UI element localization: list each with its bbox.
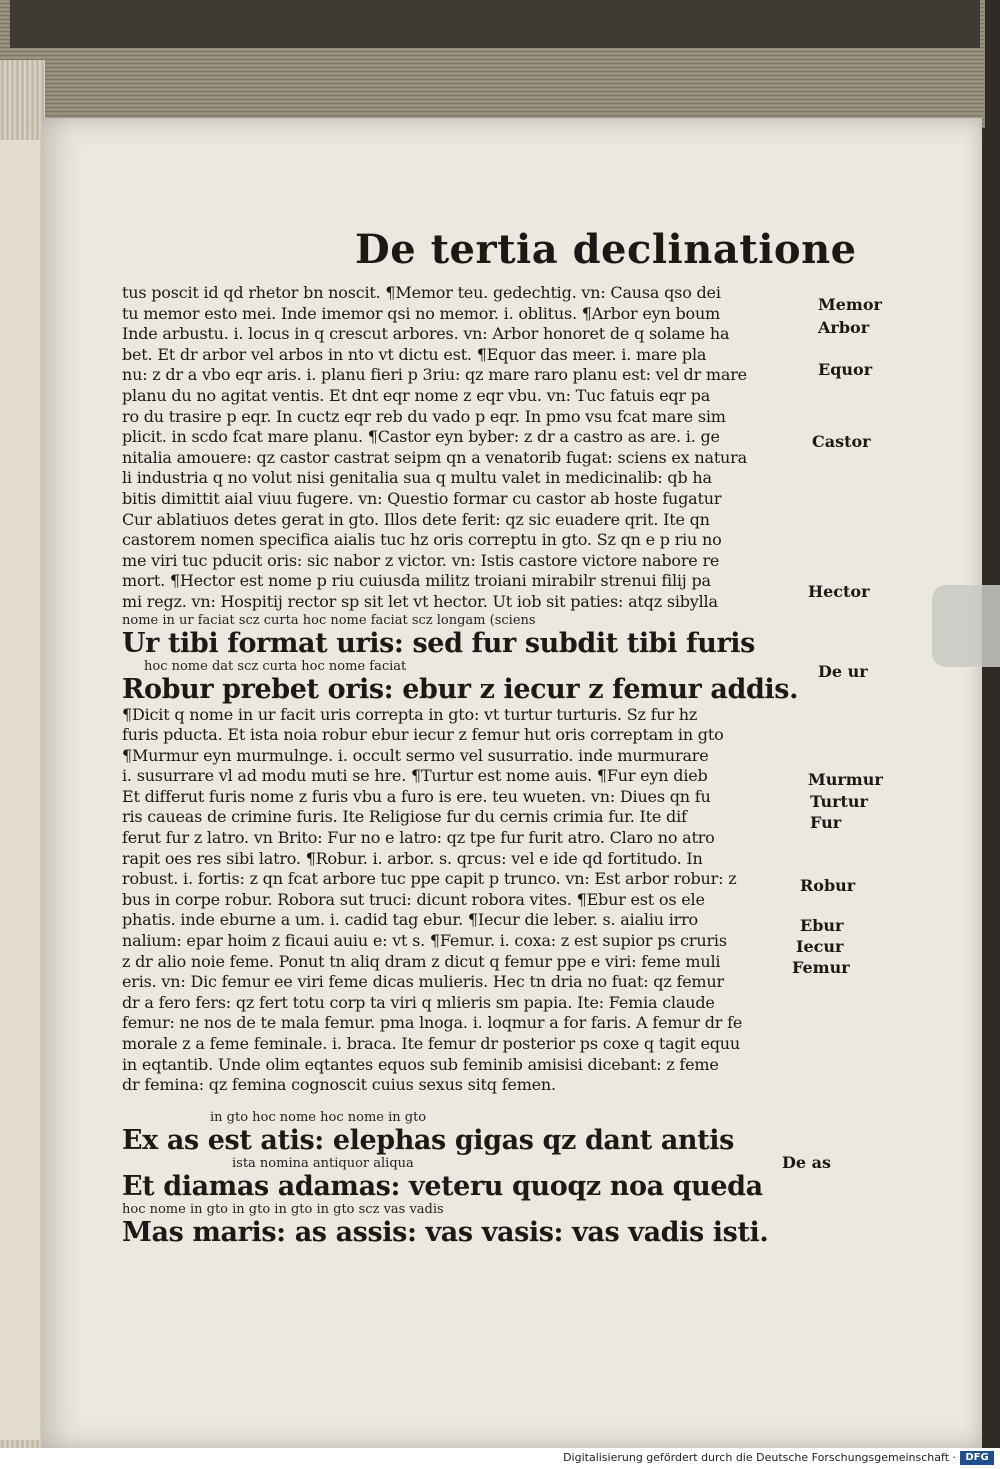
verse-line: Ex as est atis: elephas gigas qz dant antis <box>122 1124 734 1156</box>
left-page <box>0 140 40 1440</box>
text-line: nu: z dr a vbo eqr aris. i. planu fieri p 3riu: qz mare raro planu est: vel dr mare <box>122 365 747 385</box>
text-line: nitalia amouere: qz castor castrat seipm qn a venatorib fugat: sciens ex natura <box>122 447 747 467</box>
page-clip <box>932 585 1000 667</box>
text-line: Inde arbustu. i. locus in q crescut arbores. vn: Arbor honoret de q solame ha <box>122 324 730 344</box>
text-line: i. susurrare vl ad modu muti se hre. ¶Turtur est nome auis. ¶Fur eyn dieb <box>122 766 708 786</box>
text-line: furis pducta. Et ista noia robur ebur iecur z femur hut oris correptam in gto <box>122 725 724 745</box>
text-line: li industria q no volut nisi genitalia sua q multu valet in medicinalib: qb ha <box>122 468 712 488</box>
text-line: dr femina: qz femina cognoscit cuius sexus sitq femen. <box>122 1075 556 1095</box>
text-line: me viri tuc pducit oris: sic nabor z victor. vn: Istis castore victore nabore re <box>122 550 720 570</box>
text-line: robust. i. fortis: z qn fcat arbore tuc ppe capit p trunco. vn: Est arbor robur: z <box>122 869 737 889</box>
page-body <box>122 283 802 1248</box>
gloss-line: in gto hoc nome hoc nome in gto <box>210 1109 427 1125</box>
text-line: phatis. inde eburne a um. i. cadid tag ebur. ¶Iecur die leber. s. aialiu irro <box>122 910 698 930</box>
commentary-block-1 <box>122 283 802 613</box>
text-line: in eqtantib. Unde olim eqtantes equos sub feminib amisisi dicebant: z feme <box>122 1054 719 1074</box>
text-line: bet. Et dr arbor vel arbos in nto vt dictu est. ¶Equor das meer. i. mare pla <box>122 344 707 364</box>
text-line: plicit. in scdo fcat mare planu. ¶Castor eyn byber: z dr a castro as are. i. ge <box>122 427 720 447</box>
margin-note-de-ur: De ur <box>818 662 868 681</box>
text-line: dr a fero fers: qz fert totu corp ta viri q mlieris sm papia. Ite: Femia claude <box>122 992 715 1012</box>
margin-note-castor: Castor <box>812 432 871 451</box>
text-line: mi regz. vn: Hospitij rector sp sit let vt hector. Ut iob sit paties: atqz sibylla <box>122 591 718 611</box>
gloss-line: hoc nome in gto in gto in gto in gto scz vas vadis <box>122 1201 444 1217</box>
margin-note-ebur: Ebur <box>800 916 844 935</box>
text-line: tu memor esto mei. Inde imemor qsi no memor. i. oblitus. ¶Arbor eyn boum <box>122 303 721 323</box>
text-line: ¶Murmur eyn murmulnge. i. occult sermo vel susurratio. inde murmurare <box>122 745 709 765</box>
text-line: Cur ablatiuos detes gerat in gto. Illos dete ferit: qz sic euadere qrit. Ite qn <box>122 509 710 529</box>
verse-line: Ur tibi format uris: sed fur subdit tibi furis <box>122 627 755 659</box>
text-line: Et differut furis nome z furis vbu a furo is ere. teu wueten. vn: Diues qn fu <box>122 786 711 806</box>
spacer <box>122 1096 802 1110</box>
text-line: mort. ¶Hector est nome p riu cuiusda militz troiani mirabilr strenui filij pa <box>122 571 711 591</box>
text-line: z dr alio noie feme. Ponut tn aliq dram z dicut q femur ppe e viri: feme muli <box>122 951 721 971</box>
margin-note-femur: Femur <box>792 958 850 977</box>
page-heading: De tertia declinatione <box>355 226 857 273</box>
text-line: planu du no agitat ventis. Et dnt eqr nome z eqr vbu. vn: Tuc fatuis eqr pa <box>122 385 711 405</box>
margin-note-de-as: De as <box>782 1153 831 1172</box>
text-line: rapit oes res sibi latro. ¶Robur. i. arbor. s. qrcus: vel e ide qd fortitudo. In <box>122 848 703 868</box>
text-line: castorem nomen specifica aialis tuc hz oris correptu in gto. Sz qn e p riu no <box>122 530 722 550</box>
margin-note-memor: Memor <box>818 295 882 314</box>
margin-note-hector: Hector <box>808 582 870 601</box>
margin-note-iecur: Iecur <box>796 937 844 956</box>
dfg-logo: DFG <box>960 1451 994 1465</box>
text-line: morale z a feme feminale. i. braca. Ite femur dr posterior ps coxe q tagit equu <box>122 1034 740 1053</box>
text-line: femur: ne nos de te mala femur. pma lnoga. i. loqmur a for faris. A femur dr fe <box>122 1013 743 1033</box>
margin-note-turtur: Turtur <box>810 792 868 811</box>
margin-note-fur: Fur <box>810 813 842 832</box>
commentary-block-2 <box>122 705 802 1096</box>
gloss-line: nome in ur faciat scz curta hoc nome faciat scz longam (sciens <box>122 612 536 628</box>
text-line: eris. vn: Dic femur ee viri feme dicas mulieris. Hec tn dria no fuat: qz femur <box>122 972 724 992</box>
margin-note-robur: Robur <box>800 876 856 895</box>
text-line: ro du trasire p eqr. In cuctz eqr reb du vado p eqr. In pmo vsu fcat mare sim <box>122 406 726 426</box>
text-line: ris caueas de crimine furis. Ite Religiose fur du cernis crimia fur. Ite dif <box>122 807 687 827</box>
text-line: bus in corpe robur. Robora sut truci: dicunt robora vites. ¶Ebur est os ele <box>122 889 705 909</box>
gloss-line: hoc nome dat scz curta hoc nome faciat <box>144 658 407 674</box>
margin-note-equor: Equor <box>818 360 873 379</box>
text-line: ferut fur z latro. vn Brito: Fur no e latro: qz tpe fur furit atro. Claro no atro <box>122 828 715 848</box>
gloss-line: ista nomina antiquor aliqua <box>232 1155 414 1171</box>
verse-line: Robur prebet oris: ebur z iecur z femur addis. <box>122 673 799 705</box>
verse-line: Mas maris: as assis: vas vasis: vas vadis isti. <box>122 1216 769 1248</box>
margin-note-murmur: Murmur <box>808 770 883 789</box>
digitization-credit: Digitalisierung gefördert durch die Deutsche Forschungsgemeinschaft · <box>563 1451 956 1464</box>
text-line: nalium: epar hoim z ficaui auiu e: vt s. ¶Femur. i. coxa: z est supior ps cruris <box>122 931 727 951</box>
text-line: bitis dimittit aial viuu fugere. vn: Questio formar cu castor ab hoste fugatur <box>122 488 722 508</box>
book-cover-top <box>10 0 980 48</box>
text-line: tus poscit id qd rhetor bn noscit. ¶Memor teu. gedechtig. vn: Causa qso dei <box>122 283 721 302</box>
text-line: ¶Dicit q nome in ur facit uris correpta in gto: vt turtur turturis. Sz fur hz <box>122 704 698 724</box>
verse-line: Et diamas adamas: veteru quoqz noa queda <box>122 1170 763 1202</box>
margin-note-arbor: Arbor <box>818 318 870 337</box>
